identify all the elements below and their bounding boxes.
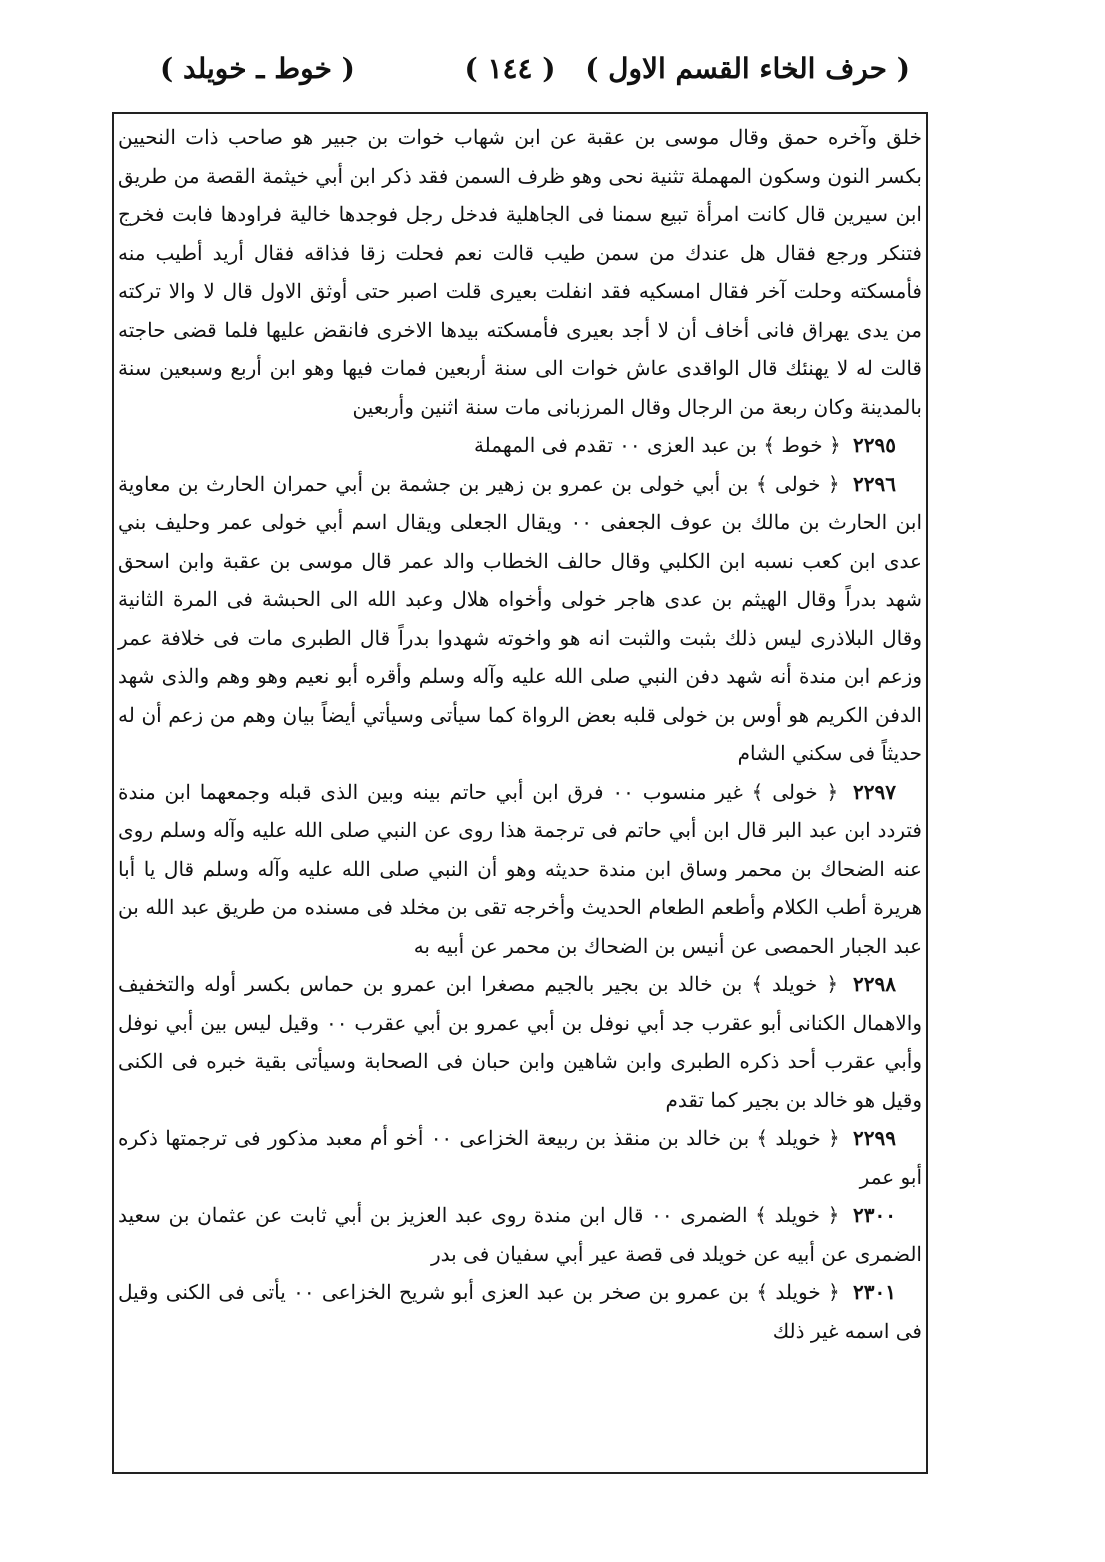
entry-number: ٢٣٠٠ xyxy=(853,1203,897,1227)
entry-2298 xyxy=(118,965,922,1119)
page-number: ( ١٤٤ ) xyxy=(464,52,556,85)
entry-text: ﴿ خويلد ﴾ الضمرى ٠٠ قال ابن مندة روى عبد العزيز بن أبي ثابت عن عثمان بن سعيد الضمرى عن أبيه عن خويلد فى قصة عير أبي سفيان فى بدر xyxy=(118,1203,922,1266)
entry-text: ﴿ خولى ﴾ بن أبي خولى بن عمرو بن زهير بن جشمة بن أبي حمران الحارث بن معاوية ابن الحارث بن مالك بن عوف الجعفى ٠٠ ويقال الجعلى ويقال اسم أبي خولى عمر وحليف بني عدى ابن كعب نسبه ابن الكلبي وقال حالف الخطاب والد عمر قال موسى بن عقبة وابن اسحق شهد بدراً وقال الهيثم بن عدى هاجر خولى وأخواه هلال وعبد الله الى الحبشة فى المرة الثانية وقال البلاذرى ليس ذلك بثبت والثبت انه هو واخوته شهدوا بدراً قال الطبرى مات فى خلافة عمر وزعم ابن مندة أنه شهد دفن النبي صلى الله عليه وآله وسلم وأقره أبو نعيم وهو وهم والذى شهد الدفن الكريم هو أوس بن خولى قلبه بعض الرواة كما سيأتى وسيأتي أيضاً بيان وهم من زعم أن له حديثاً فى سكني الشام xyxy=(118,471,922,765)
entry-number: ٢٢٩٨ xyxy=(853,972,897,996)
entry-number: ٢٢٩٦ xyxy=(853,471,897,496)
entry-2297 xyxy=(118,773,922,966)
header-entry-range: ( خوط ـ خويلد ) xyxy=(160,52,355,85)
entry-2296 xyxy=(118,465,922,773)
entry-text: ﴿ خويلد ﴾ بن خالد بن منقذ بن ربيعة الخزاعى ٠٠ أخو أم معبد مذكور فى ترجمتها ذكره أبو عمر xyxy=(118,1126,922,1189)
entry-2301 xyxy=(118,1273,922,1350)
page-header xyxy=(110,46,910,98)
entry-number: ٢٢٩٧ xyxy=(853,779,896,804)
entry-2299 xyxy=(118,1119,922,1196)
entry-text: ﴿ خويلد ﴾ بن عمرو بن صخر بن عبد العزى أبو شريح الخزاعى ٠٠ يأتى فى الكنى وقيل فى اسمه غير ذلك xyxy=(118,1280,922,1343)
paragraph-continuation xyxy=(118,118,922,426)
entry-text: ﴿ خوط ﴾ بن عبد العزى ٠٠ تقدم فى المهملة xyxy=(473,433,841,457)
entry-2300 xyxy=(118,1196,922,1273)
paragraph-text: خلق وآخره حمق وقال موسى بن عقبة عن ابن شهاب خوات بن جبير هو صاحب ذات النحيين بكسر النون وسكون المهملة تثنية نحى وهو ظرف السمن فقد ذكر ابن أبي خيثمة القصة من طريق ابن سيرين قال كانت امرأة تبيع سمنا فى الجاهلية فدخل رجل فوجدها خالية فراودها فابت فخرج فتنكر ورجع فقال هل عندك من سمن طيب قالت نعم فحلت زقا فذاقه فقال أريد أطيب منه فأمسكته وحلت آخر فقال امسكيه فقد انفلت بعيرى قلت اصبر حتى أوثق الاول قال لا والا تركته من يدى يهراق فانى أخاف أن لا أجد بعيرى فأمسكته بيدها الاخرى فانقض عليها فلما قضى حاجته قالت له لا يهنئك قال الواقدى عاش خوات الى سنة أربعين فمات فيها وهو ابن أربع وسبعين سنة بالمدينة وكان ربعة من الرجال وقال المرزبانى مات سنة اثنين وأربعين xyxy=(118,125,922,419)
entry-text: ﴿ خويلد ﴾ بن خالد بن بجير بالجيم مصغرا ابن عمرو بن حماس بكسر أوله والتخفيف والاهمال الكنانى أبو عقرب جد أبي نوفل بن أبي عمرو بن أبي عقرب ٠٠ وقيل ليس بين أبي نوفل وأبي عقرب أحد ذكره الطبرى وابن شاهين وابن حبان فى الصحابة وسيأتى بقية خبره فى الكنى وقيل هو خالد بن بجير كما تقدم xyxy=(118,972,923,1112)
page-body xyxy=(118,118,922,1350)
entry-number: ٢٢٩٥ xyxy=(853,433,896,457)
entry-2295 xyxy=(118,426,922,465)
entry-number: ٢٢٩٩ xyxy=(853,1126,896,1150)
header-chapter-title: ( حرف الخاء القسم الاول ) xyxy=(585,52,910,85)
entry-number: ٢٣٠١ xyxy=(853,1280,897,1304)
entry-text: ﴿ خولى ﴾ غير منسوب ٠٠ فرق ابن أبي حاتم بينه وبين الذى قبله وجمعهما ابن مندة فتردد ابن عبد البر قال ابن أبي حاتم فى ترجمة هذا روى عن النبي صلى الله عليه وآله وسلم روى عنه الضحاك بن محمر وساق ابن مندة حديثه وهو أن النبي صلى الله عليه وآله وسلم قال يا أبا هريرة أطب الكلام وأطعم الطعام الحديث وأخرجه تقى بن مخلد فى مسنده من طريق عبد الله بن عبد الجبار الحمصى عن أنيس بن الضحاك بن محمر عن أبيه به xyxy=(118,779,922,958)
